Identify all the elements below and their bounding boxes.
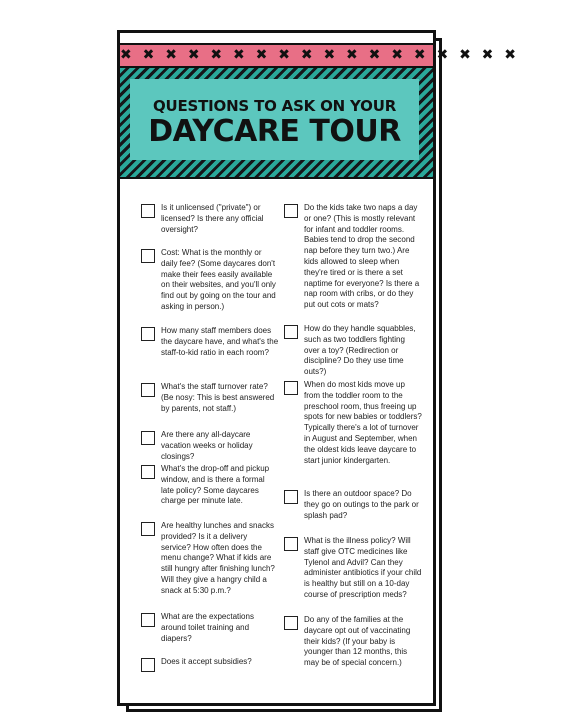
checkbox[interactable] [284,537,298,551]
title-line-2: DAYCARE TOUR [148,114,401,149]
checkbox[interactable] [141,613,155,627]
checkbox[interactable] [284,616,298,630]
checkbox[interactable] [141,383,155,397]
question-text: How do they handle squabbles, such as two toddlers fighting over a toy? (Redirection or discipline? Do they use time outs?) [304,324,416,377]
checkbox[interactable] [141,431,155,445]
question-text: Is it unlicensed ("private") or licensed? Is there any official oversight? [161,203,264,234]
checkbox[interactable] [284,204,298,218]
question-text: When do most kids move up from the toddler room to the preschool room, thus freeing up spots for new babies or toddlers? Typically there's a lot of turnover in August and September, when the oldest kids leave daycare to start junior kindergarten. [304,380,422,465]
checkbox[interactable] [141,658,155,672]
checkbox[interactable] [284,490,298,504]
checklist-card [117,30,520,706]
checkbox[interactable] [284,325,298,339]
question-text: What's the drop-off and pickup window, and is there a formal late policy? Some daycares charge per minute late. [161,464,270,506]
title-line-1: QUESTIONS TO ASK ON YOUR [152,97,397,115]
question-text: What's the staff turnover rate? (Be nosy: This is best answered by parents, not staff.) [161,382,275,413]
question-text: Is there an outdoor space? Do they go on outings to the park or splash pad? [304,489,419,520]
question-text: Are there any all-daycare vacation weeks or holiday closings? [161,430,253,461]
checkbox[interactable] [141,465,155,479]
checkbox[interactable] [141,204,155,218]
title-panel [130,79,419,160]
question-text: Do the kids take two naps a day or one? (This is mostly relevant for infant and toddler rooms. Babies tend to drop the second nap before they turn two.) Are kids allowed to sleep when they're tired or is there a set naptime for everyone? Is there a nap room with cribs, or do they put out cots or mats? [304,203,420,310]
title-banner [120,68,433,179]
checkbox[interactable] [141,327,155,341]
question-text: How many staff members does the daycare have, and what's the staff-to-kid ratio in each room? [161,326,279,357]
question-text: What are the expectations around toilet training and diapers? [161,612,254,643]
question-text: What is the illness policy? Will staff give OTC medicines like Tylenol and Advil? Can they administer antibiotics if your child is healthy but still on a 10-day course of prescription meds? [304,536,422,599]
decorative-x-strip: ✖ ✖ ✖ ✖ ✖ ✖ ✖ ✖ ✖ ✖ ✖ ✖ ✖ ✖ ✖ ✖ ✖ ✖ [120,43,433,68]
question-text: Are healthy lunches and snacks provided? Is it a delivery service? How often does the menu change? What if kids are still hungry after finishing lunch? Will they give a hangry child a snack at 5:30 p.m.? [161,521,275,595]
question-text: Cost: What is the monthly or daily fee? (Some daycares don't make their fees easily available on their websites, and you'll only find out by going on the tour and asking in person.) [161,248,276,311]
question-text: Does it accept subsidies? [161,657,252,666]
checkbox[interactable] [284,381,298,395]
checkbox[interactable] [141,249,155,263]
question-text: Do any of the families at the daycare opt out of vaccinating their kids? (If your baby is younger than 12 months, this may be of special concern.) [304,615,411,668]
checkbox[interactable] [141,522,155,536]
